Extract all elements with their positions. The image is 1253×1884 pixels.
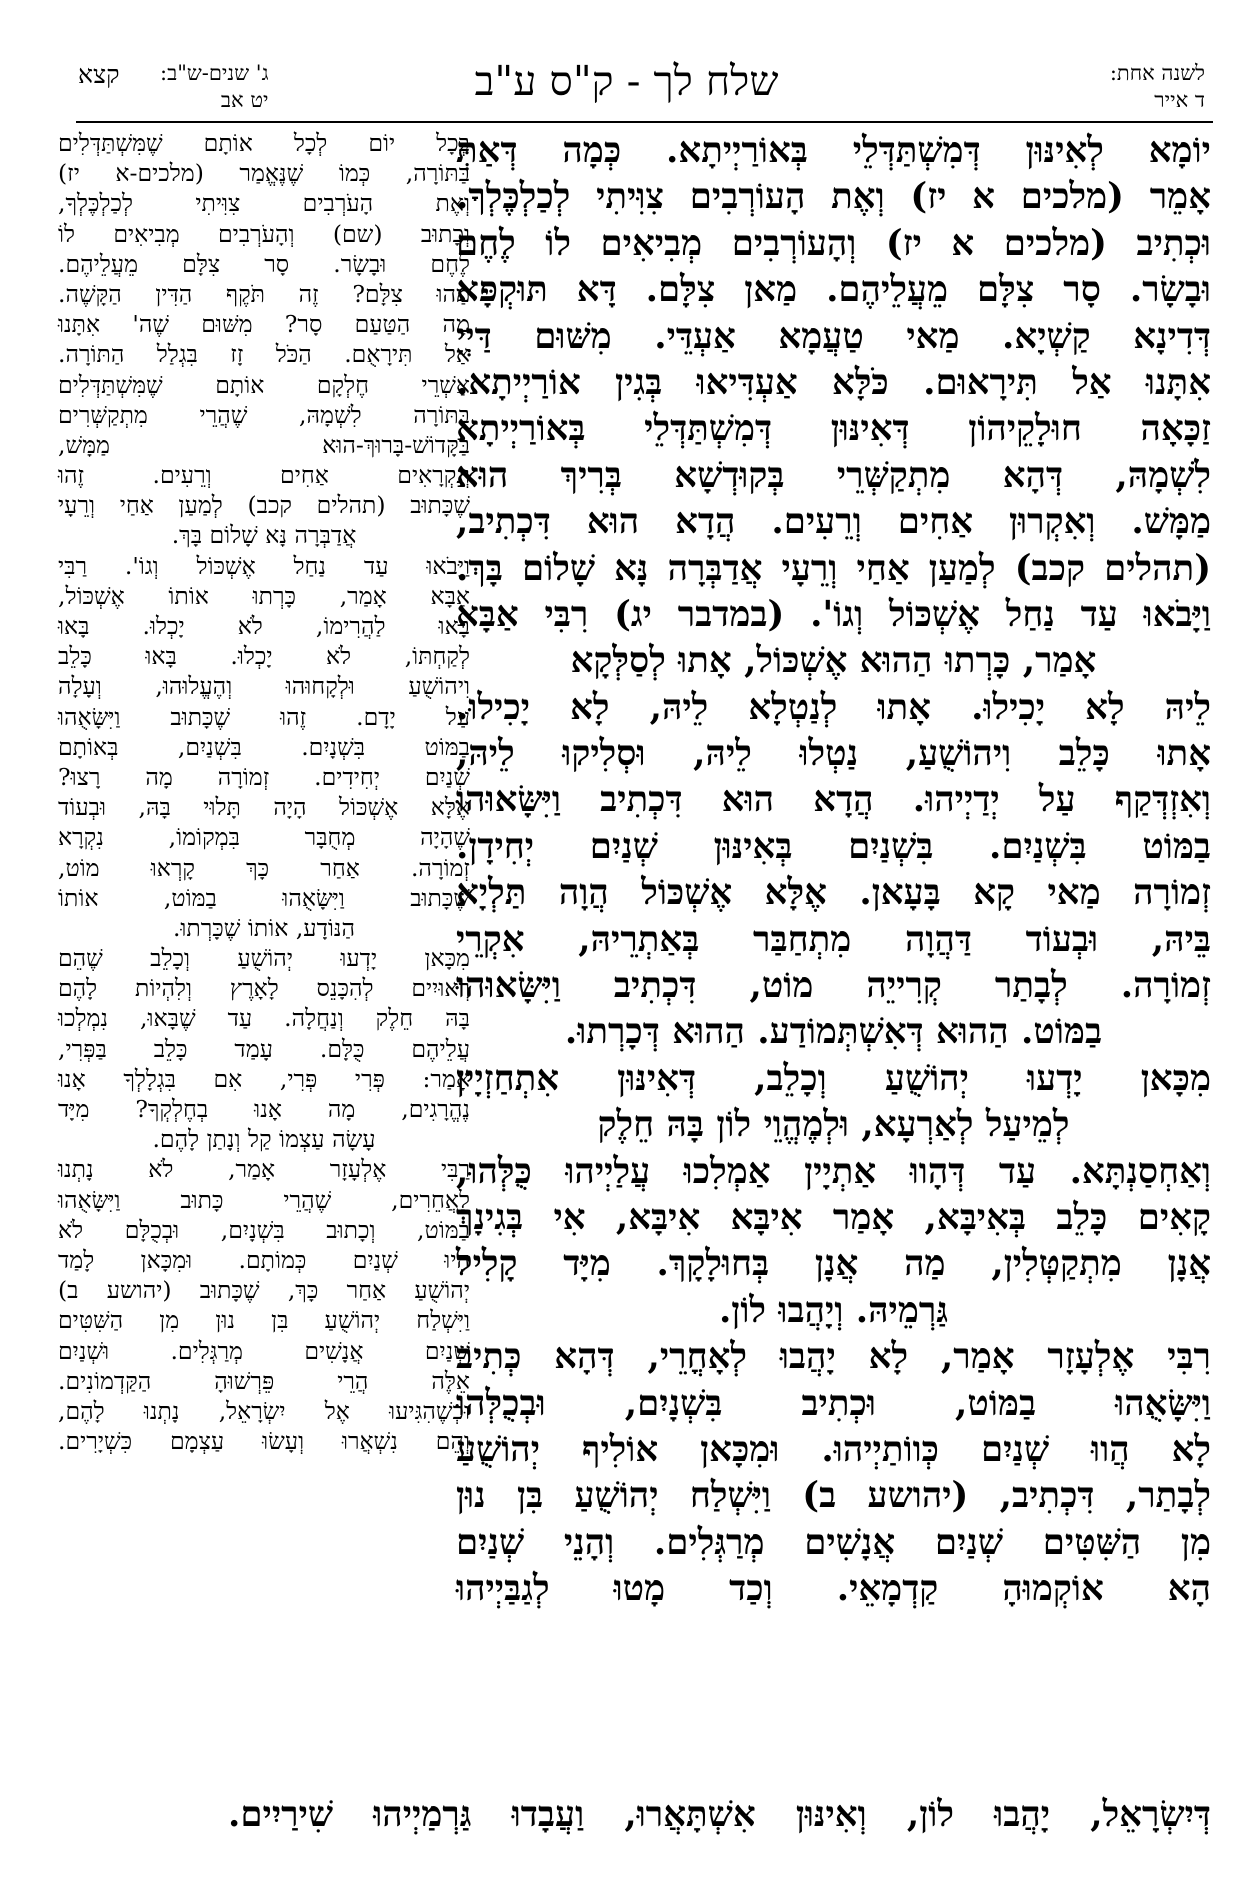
text-line: וַיִּשְׁלַח יְהוֹשֻׁעַ בִּן נוּן מִן הַשִּׁטִּים [58,1306,470,1335]
text-line: עָשָׂה עַצְמוֹ קַל וְנָתַן לָהֶם. [152,1125,376,1154]
page-title: שלח לך - ק"ס ע"ב [474,57,779,105]
text-line: וְכָתוּב (שם) וְהָעֹרְבִים מְבִיאִים לוֹ [58,219,470,248]
text-line: שְׁנַיִם אֲנָשִׁים מְרַגְּלִים. וּשְׁנַיִם [58,1336,470,1365]
text-line: לְקַחְתּוֹ, לֹא יָכְלוּ. בָּאוּ כָּלֵב [58,642,470,671]
text-line: וּכְשֶׁהִגִּיעוּ אֶל יִשְׂרָאֵל, נָתְנוּ לָהֶם, [58,1396,470,1425]
text-line: לַאֲחֵרִים, שֶׁהֲרֵי כָּתוּב וַיִּשָּׂאֻהוּ [58,1185,470,1214]
text-line: וּבָשָׂר. סָר צִלָּם מֵעֲלֵיהֶם. מַאן צִלָּם. דָּא תּוּקְפָּא [456,269,1211,311]
header-date-one-year: ד אייר [1154,88,1205,112]
text-line: מִכָּאן יָדְעוּ יְהוֹשֻׁעַ וְכָלֵב, דְּאִינּוּן אִתְחַזְיָין [456,1057,1211,1099]
text-line: בַמּוֹט. הַהוּא דְּאִשְׁתְּמוֹדַע. הַהוּא דְּכָרְתוּ. [564,1011,1103,1053]
text-line: שֶׁכָּתוּב (תהלים קכב) לְמַעַן אַחַי וְרֵעָי [58,491,470,520]
header-divider [76,121,1213,123]
header-date-three-years: יט אב [220,88,269,112]
text-line: קָאִים כָּלֵב בְּאִיבָּא, אָמַר אִיבָּא אִיבָּא, אִי בְּגִינָךְ [456,1196,1211,1238]
text-line: לֵיהּ לָא יָכִילוּ. אָתוּ לְנַטְלָא לֵיהּ, לָא יָכִילוּ. [456,686,1211,728]
text-line: בָּאוּ לַהֲרִימוֹ, לֹא יָכְלוּ. בָּאוּ [58,612,470,640]
text-line: הָיוּ שְׁנַיִם כְּמוֹתָם. וּמִכָּאן לָמַד [58,1245,470,1274]
text-line: בָּהּ חֵלֶק וְנַחֲלָה. עַד שֶׁבָּאוּ, נִמְלְכוּ [58,1004,470,1033]
text-line: אַל תִּירָאֻם. הַכֹּל זָז בִּגְלַל הַתּוֹרָה. [58,340,470,369]
text-line: וְאִזְדְּקַף עַל יְדַיְיהוּ. הֲדָא הוּא דִּכְתִיב וַיִּשָּׂאוּהוּ [456,779,1211,821]
text-line: אִתָּנוּ אַל תִּירָאוּם. כֹּלָּא אַעְדִּיאוּ בְּגִין אוֹרַיְיתָא. [456,361,1211,403]
text-line: לֶחֶם וּבָשָׂר. סָר צִלָּם מֵעֲלֵיהֶם. [58,249,470,278]
text-line: גַּרְמֵיהּ. וְיָהֲבוּ לוֹן. [718,1289,949,1331]
text-line: רְאוּיִים לְהִכָּנֵס לָאָרֶץ וְלִהְיוֹת לָהֶם [58,974,470,1003]
text-line: לְמֵיעַל לְאַרְעָא, וּלְמֶהֱוֵי לוֹן בָּהּ חֵלֶק [597,1104,1070,1146]
text-line: לְבָתַר, דִּכְתִיב, (יהושע ב) וַיִּשְׁלַח יְהוֹשֻׁעַ בִּן נוּן [456,1475,1211,1517]
text-line: בַמּוֹט בִּשְׁנָיִם. בִּשְׁנַיִם, בְּאוֹתָם [58,732,470,761]
text-line: אָתוּ כָּלֵב וִיהוֹשֻׁעַ, נַטְלוּ לֵיהּ, וּסְלִיקוּ לֵיהּ, [456,733,1211,775]
text-line: בַּקָּדוֹשׁ-בָּרוּךְ-הוּא מַמָּשׁ, [58,430,470,459]
text-line: אֲדַבְּרָה נָּא שָׁלוֹם בָּךְ. [171,521,357,550]
text-line: וַיִּשָּׂאֻהוּ בַמּוֹט, וּכְתִיב בִּשְׁנָיִם, וּבְכֻלְּהוּ [456,1382,1211,1424]
text-line: אָמַר: פְּרִי פְּרִי, אִם בִּגְלָלְךָ אָנוּ [58,1064,470,1093]
text-line: אֶלָּא אֶשְׁכּוֹל הָיָה תָּלוּי בָּהּ, וּבְעוֹד [58,793,470,822]
aramaic-main-column [456,128,1211,1613]
text-line: שֶׁכָּתוּב וַיִּשָּׂאֻהוּ בַמּוֹט, אוֹתוֹ [58,883,470,912]
text-line: יְהוֹשֻׁעַ אַחַר כָּךְ, שֶׁכָּתוּב (יהושע ב) [58,1276,470,1305]
text-line: בֵּיהּ, וּבְעוֹד דַּהֲוָה מִתְחַבַּר בְּאַתְרֵיהּ, אִקְרֵי [456,918,1211,960]
text-line: אַשְׁרֵי חֶלְקָם אוֹתָם שֶׁמִּשְׁתַּדְּלִים [58,370,470,399]
text-line: זְמוֹרָה מַאי קָא בָּעָאן. אֶלָּא אֶשְׁכּוֹל הֲוָה תַּלְיָא [456,872,1211,914]
text-line: וַיָּבֹאוּ עַד נַחַל אֶשְׁכּוֹל וְגוֹ'. (במדבר יג) רִבִּי אַבָּא [456,593,1211,635]
text-line: יוֹמָא לְאִינּוּן דְּמִשְׁתַּדְּלֵי בְּאוֹרַיְיתָא. כְּמָה דְּאַתְּ [456,130,1211,171]
text-line: עֲלֵיהֶם כֻּלָּם. עָמַד כָּלֵב בַּפְּרִי, [58,1034,470,1063]
text-line: אֲנָן מִתְקַטְּלִין, מַה אֲנָן בְּחוּלָקָךְ. מִיָּד קָלִיל [456,1243,1211,1285]
text-line: עַל יָדָם. זֶהוּ שֶׁכָּתוּב וַיִּשָּׂאֻהוּ [58,702,470,731]
text-line: זַכָּאָה חוּלָקֵיהוֹן דְּאִינּוּן דְּמִשְׁתַּדְּלֵי בְּאוֹרַיְיתָא [456,408,1211,450]
text-line: וְאַחְסַנְתָּא. עַד דְּהָווּ אַתְיָין אַמְלִכוּ עֲלַיְיהוּ כֻּלְּהוּ, [456,1150,1211,1192]
text-line: בַּתּוֹרָה, כְּמוֹ שֶׁנֶּאֱמַר (מלכים-א יז) [58,159,470,188]
text-line: וַיָּבֹאוּ עַד נַחַל אֶשְׁכּוֹל וְגוֹ'. רַבִּי [58,551,470,580]
text-line: בַּתּוֹרָה לִשְׁמָהּ, שֶׁהֲרֵי מִתְקַשְּׁרִים [58,400,470,429]
header-schedule-one-year: לשנה אחת: [1109,61,1205,85]
text-line: וְהֵם נִשְׁאֲרוּ וְעָשׂוּ עַצְמָם כִּשְׁיָרִים. [58,1427,470,1456]
header-schedule-three-years: ג' שנים-ש"ב: [160,61,269,85]
text-line: בְּכָל יוֹם לְכָל אוֹתָם שֶׁמִּשְׁתַּדְּלִים [58,129,470,157]
text-line: זְמוֹרָה. לְבָתַר קְרִייֵה מוֹט, דִּכְתִיב וַיִּשָּׂאוּהוּ [456,965,1211,1007]
header-left [160,60,269,114]
text-line: וְאֶת הָעֹרְבִים צִוִּיתִי לְכַלְכֶּלְךָ, [58,189,470,218]
text-line: בַמּוֹט, וְכָתוּב בִּשְׁנָיִם, וּבְכֻלָּם לֹא [58,1215,470,1244]
text-line: וִיהוֹשֻׁעַ וּלְקָחוּהוּ וְהֶעֱלוּהוּ, וְעָלָה [58,672,470,701]
text-line: מִכָּאן יָדְעוּ יְהוֹשֻׁעַ וְכָלֵב שֶׁהֵם [58,944,470,973]
hebrew-translation-column [58,128,470,1456]
text-line: לָא הֲווּ שְׁנַיִם כְּווֹתַיְיהוּ. וּמִכָּאן אוֹלִיף יְהוֹשֻׁעַ [456,1428,1211,1470]
text-line: מַהוּ צִלָּם? זֶה תֹּקֶף הַדִּין הַקָּשֶׁה. [58,279,470,308]
text-line: מִן הַשִּׁטִּים שְׁנַיִם אֲנָשִׁים מְרַגְּלִים. וְהָנֵי שְׁנַיִם [456,1521,1211,1563]
text-line: דְּדִינָא קַשְׁיָא. מַאי טַעֲמָא אַעְדֵּי. מִשּׁוּם דַּיְיָ [456,315,1211,357]
text-line: הָא אוֹקְמוּהָ קַדְמָאֵי. וְכַד מָטוּ לְגַבַּיְיהוּ [456,1568,1211,1610]
text-line: רַבִּי אֶלְעָזָר אָמַר, לֹא נָתְנוּ [58,1155,470,1184]
text-line: אַבָּא אָמַר, כָּרְתוּ אוֹתוֹ אֶשְׁכּוֹל, [58,581,470,610]
text-line: הַנּוֹדָע, אוֹתוֹ שֶׁכָּרְתוּ. [172,913,356,942]
text-line: שְׁנַיִם יְחִידִים. זְמוֹרָה מָה רָצוּ? [58,762,470,791]
text-line: רִבִּי אֶלְעָזָר אָמַר, לָא יָהֲבוּ לְאָחֳרֵי, דְּהָא כְּתִיב [456,1336,1211,1378]
text-line: נֶהֱרָגִים, מָה אָנוּ בְחֶלְקְךָ? מִיָּד [58,1095,470,1123]
text-line: וְנִקְרָאִים אַחִים וְרֵעִים. זֶהוּ [58,461,470,490]
page-number: קצא [78,60,120,89]
text-line: אֵלֶּה הֲרֵי פֵּרְשׁוּהָ הַקַּדְמוֹנִים. [58,1366,470,1395]
text-line: לִשְׁמָהּ, דְּהָא מִתְקַשְּׁרֵי בְּקוּדְשָׁא בְּרִיךְ הוּא [456,454,1211,496]
text-line: אָמֵר (מלכים א יז) וְאֶת הָעוֹרְבִים צִוִּיתִי לְכַלְכֶּלְךָ. [456,176,1211,218]
text-line: וּכְתִיב (מלכים א יז) וְהָעוֹרְבִים מְבִיאִים לוֹ לֶחֶם [456,222,1211,264]
text-line: מָה הַטַּעַם סָר? מִשּׁוּם שֶׁה' אִתָּנוּ [58,310,470,339]
text-line: בַמּוֹט בִּשְׁנַיִם. בִּשְׁנַיִם בְּאִינּוּן שְׁנַיִם יְחִידָן. [456,825,1211,867]
text-line: אָמַר, כָּרְתוּ הַהוּא אֶשְׁכּוֹל, אָתוּ לְסַלְּקָא [570,640,1097,682]
text-line: (תהלים קכב) לְמַעַן אַחַי וְרֵעָי אֲדַבְּרָה נָּא שָׁלוֹם בָּךְ. [456,547,1211,589]
text-line: מַמָּשׁ. וְאִקְרוּן אַחִים וְרֵעִים. הֲדָא הוּא דִּכְתִיב, [456,501,1211,543]
bottom-line: דְּיִשְׂרָאֵל, יָהֲבוּ לוֹן, וְאִינּוּן אִשְׁתָּאֲרוּ, וַעֲבָדוּ גַּרְמַיְיהוּ שִׁירַיִים. [228,1794,1211,1835]
text-line: שֶׁהָיָה מְחֻבָּר בִּמְקוֹמוֹ, נִקְרָא [58,823,470,852]
text-line: זְמוֹרָה. אַחַר כָּךְ קָרְאוּ מוֹט, [58,853,470,882]
